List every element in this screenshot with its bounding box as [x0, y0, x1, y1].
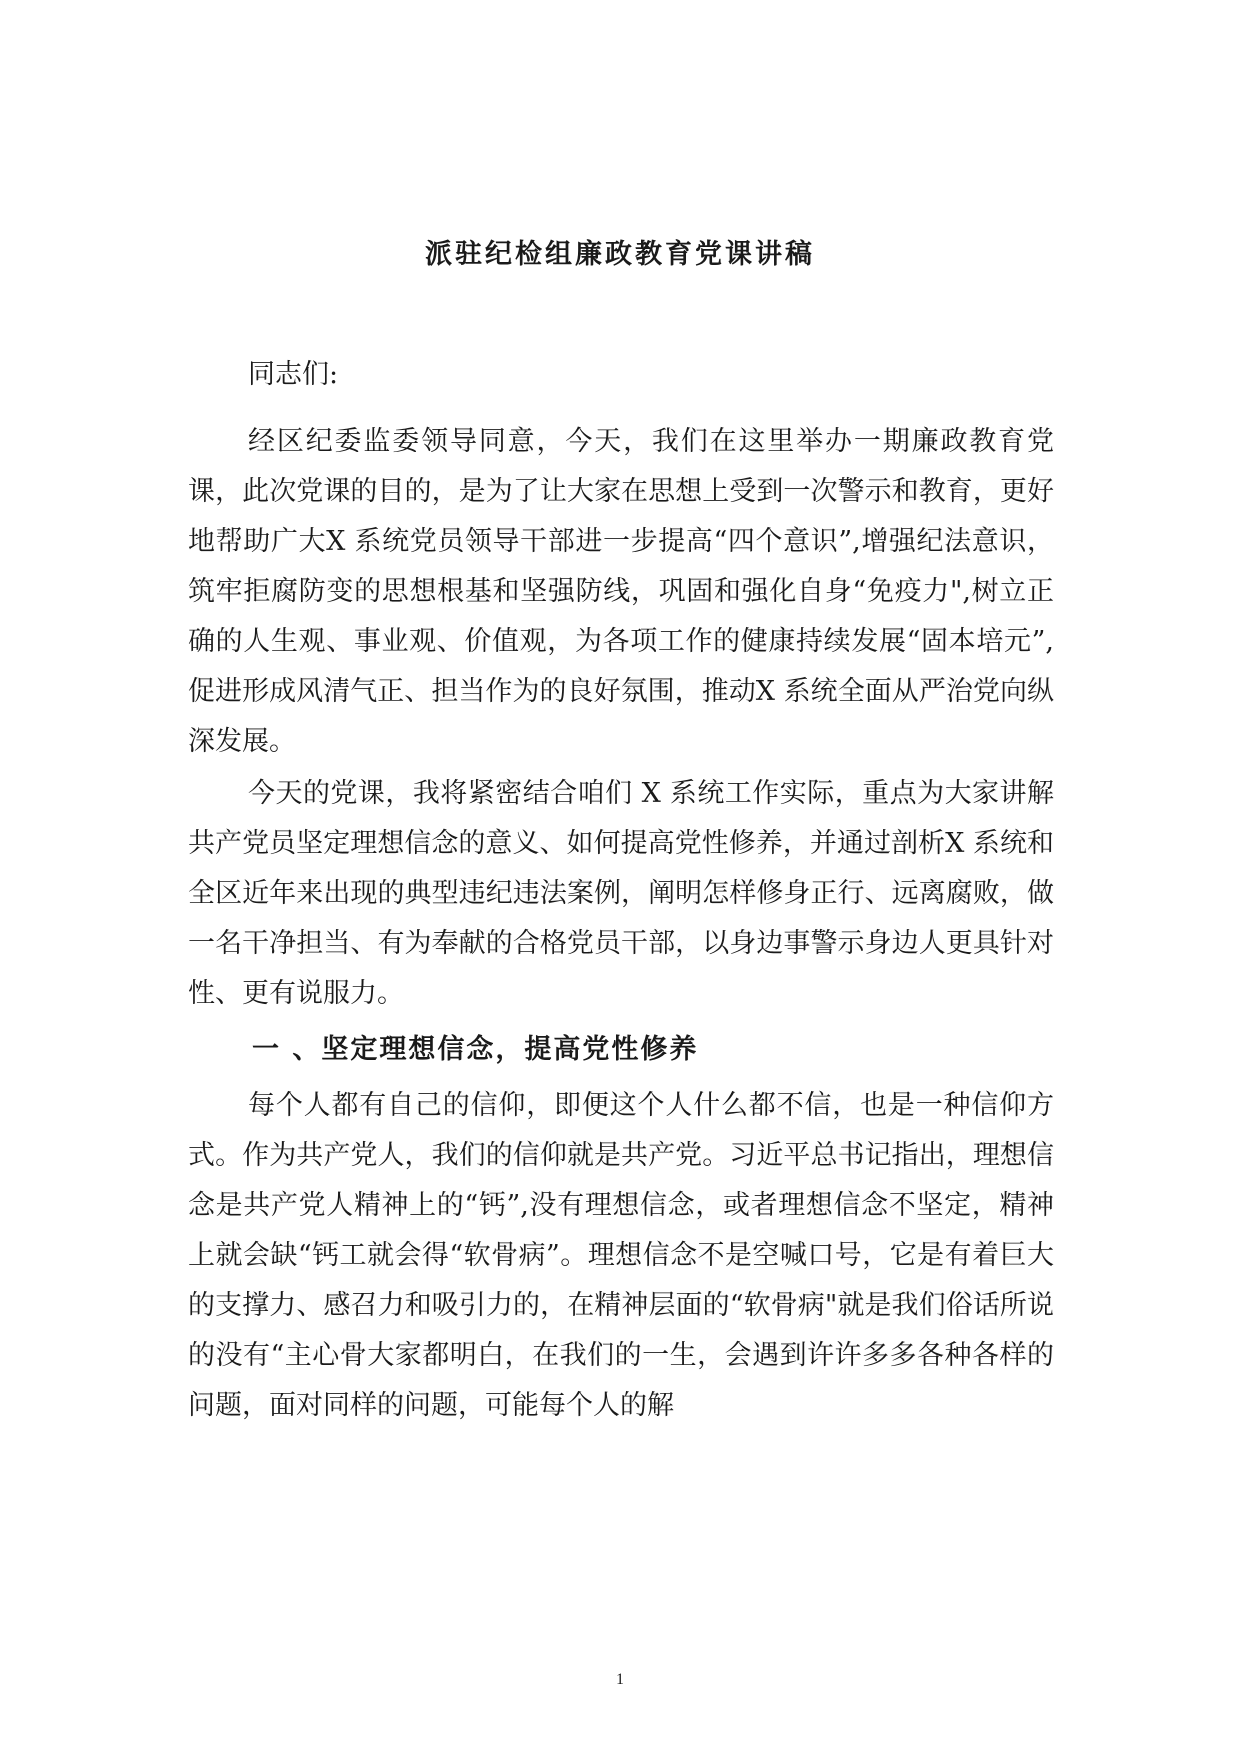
document-title: 派驻纪检组廉政教育党课讲稿 — [425, 239, 815, 270]
paragraph-overview: 今天的党课，我将紧密结合咱们 X 系统工作实际，重点为大家讲解共产党员坚定理想信念的意义、如何提高党性修养，并通过剖析X 系统和全区近年来出现的典型违纪违法案例，阐明怎样修身正行、远离腐败，做一名干净担当、有为奉献的合格党员干部，以身边事警示身边人更具针对性、更有说服力。 — [188, 778, 1054, 1009]
section-heading: 一 、坚定理想信念，提高党性修养 — [252, 1034, 699, 1065]
page-number: 1 — [616, 1671, 624, 1688]
document-body — [188, 350, 1054, 1433]
paragraph-section-one: 每个人都有自己的信仰，即便这个人什么都不信，也是一种信仰方式。作为共产党人，我们的信仰就是共产党。习近平总书记指出，理想信念是共产党人精神上的“钙”,没有理想信念，或者理想信念不坚定，精神上就会缺“钙工就会得“软骨病”。理想信念不是空喊口号，它是有着巨大的支撑力、感召力和吸引力的，在精神层面的“软骨病"就是我们俗话所说的没有“主心骨大家都明白，在我们的一生，会遇到许许多多各种各样的问题，面对同样的问题，可能每个人的解 — [188, 1090, 1054, 1421]
paragraph-intro: 经区纪委监委领导同意，今天，我们在这里举办一期廉政教育党课，此次党课的目的，是为了让大家在思想上受到一次警示和教育，更好地帮助广大X 系统党员领导干部进一步提高“四个意识”,增强纪法意识，筑牢拒腐防变的思想根基和坚强防线，巩固和强化自身“免疫力",树立正确的人生观、事业观、价值观，为各项工作的健康持续发展“固本培元”,促进形成风清气正、担当作为的良好氛围，推动X 系统全面从严治党向纵深发展。 — [188, 426, 1054, 757]
salutation: 同志们: — [248, 359, 339, 390]
